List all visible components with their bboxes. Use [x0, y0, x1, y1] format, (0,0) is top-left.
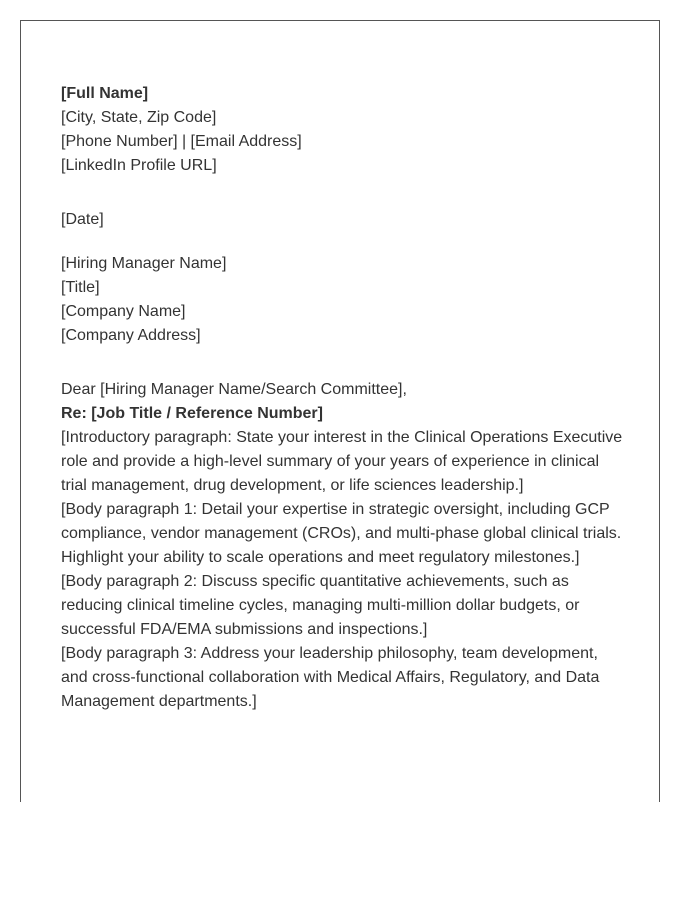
recipient-address: [Company Address] [61, 327, 201, 344]
recipient-title: [Title] [61, 279, 100, 296]
intro-paragraph: [Introductory paragraph: State your interest in the Clinical Operations Executive role and provide a high-level summary of your years of experience in clinical trial management, drug development, or life sciences leadership.] [61, 429, 623, 494]
letter-page [20, 20, 660, 802]
recipient-block [61, 252, 625, 348]
body-paragraph-2: [Body paragraph 2: Discuss specific quantitative achievements, such as reducing clinical timeline cycles, managing multi-million dollar budgets, or successful FDA/EMA submissions and inspections.] [61, 573, 580, 638]
letter-date: [Date] [61, 211, 104, 228]
salutation: Dear [Hiring Manager Name/Search Committee], [61, 381, 407, 398]
sender-block [61, 82, 625, 178]
body-paragraph-3: [Body paragraph 3: Address your leadership philosophy, team development, and cross-functional collaboration with Medical Affairs, Regulatory, and Data Management departments.] [61, 645, 600, 710]
letter-content [61, 82, 625, 714]
sender-location: [City, State, Zip Code] [61, 109, 217, 126]
reference-line: Re: [Job Title / Reference Number] [61, 405, 323, 422]
sender-linkedin: [LinkedIn Profile URL] [61, 157, 217, 174]
date-block [61, 208, 625, 232]
recipient-name: [Hiring Manager Name] [61, 255, 227, 272]
body-paragraph-1: [Body paragraph 1: Detail your expertise in strategic oversight, including GCP compliance, vendor management (CROs), and multi-phase global clinical trials. Highlight your ability to scale operations and meet regulatory milestones.] [61, 501, 622, 566]
recipient-company: [Company Name] [61, 303, 186, 320]
sender-contact: [Phone Number] | [Email Address] [61, 133, 302, 150]
salutation-block [61, 378, 625, 426]
sender-full-name: [Full Name] [61, 85, 149, 102]
